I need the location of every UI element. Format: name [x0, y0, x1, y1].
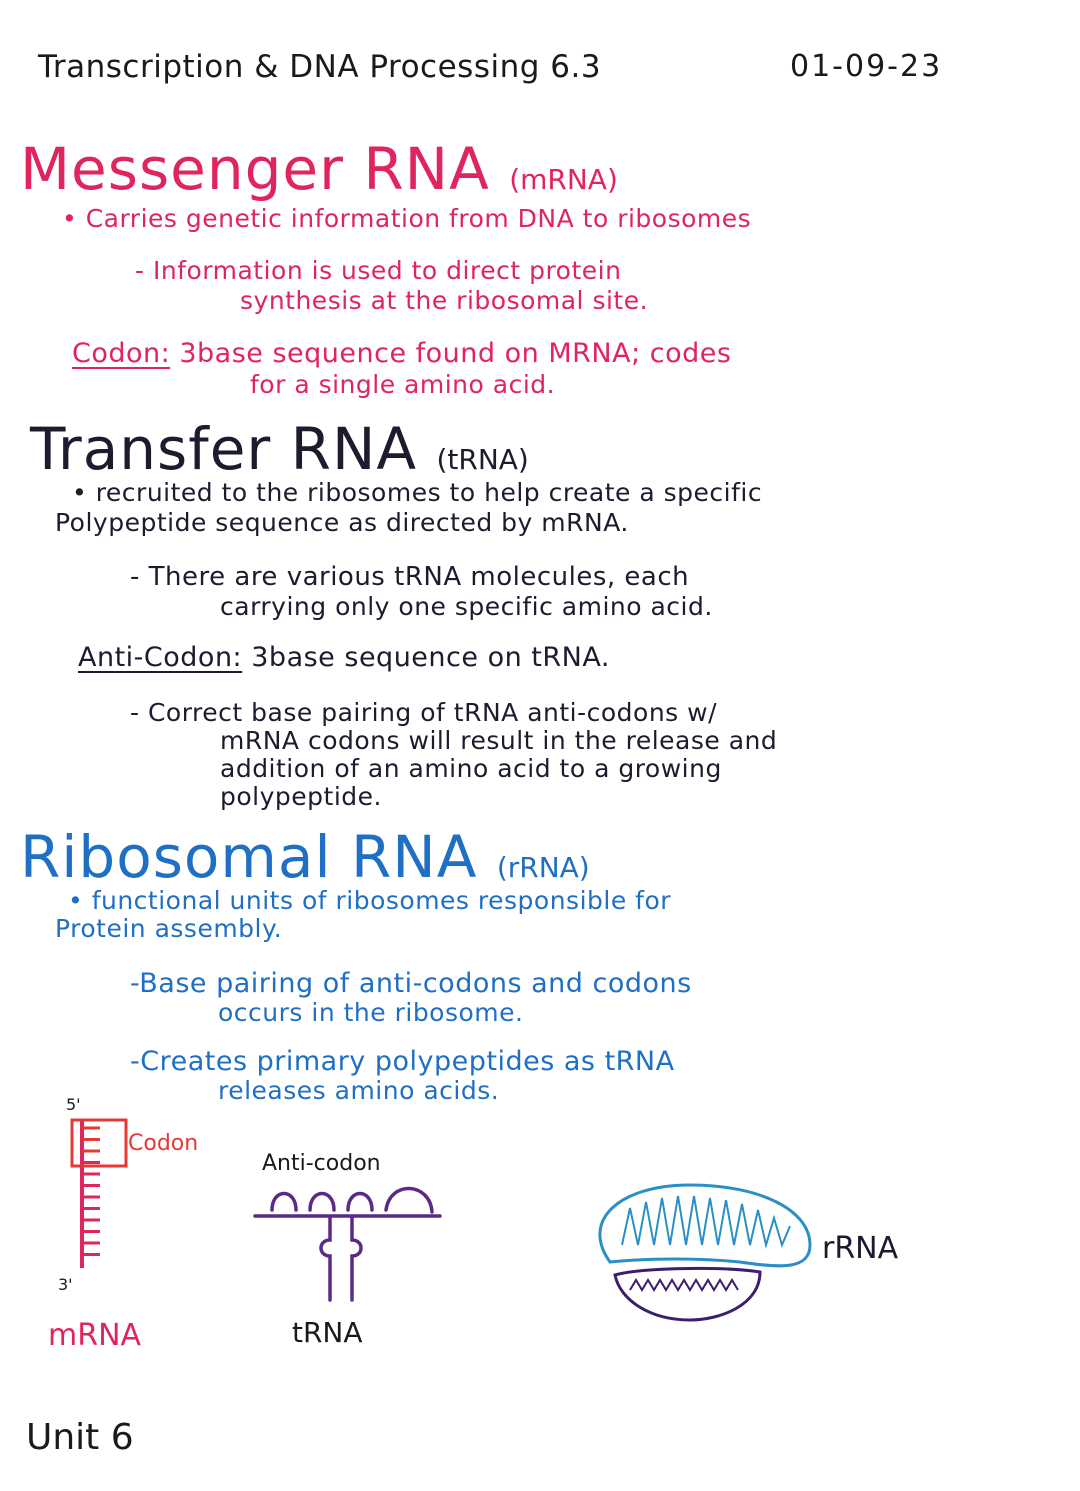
mrna-end-top: 5' [66, 1095, 81, 1114]
trna-diagram [255, 1151, 440, 1349]
trna-sub2-line2: mRNA codons will result in the release and [220, 726, 778, 755]
page-date: 01-09-23 [790, 49, 943, 84]
rrna-diagram [600, 1185, 899, 1320]
rrna-sub1-line2: occurs in the ribosome. [218, 998, 524, 1027]
mrna-heading-title: Messenger RNA [20, 135, 490, 203]
mrna-diagram [48, 1095, 198, 1353]
rrna-caption: rRNA [822, 1231, 899, 1266]
ribosome-inner [615, 1268, 760, 1320]
anticodon-term: Anti-Codon: [78, 642, 243, 673]
mrna-end-bottom: 3' [58, 1275, 73, 1294]
trna-caption: tRNA [292, 1316, 363, 1349]
trna-bullet-line2: Polypeptide sequence as directed by mRNA. [55, 508, 629, 537]
codon-def-line1: 3base sequence found on MRNA; codes [179, 338, 732, 369]
trna-sub2-line4: polypeptide. [220, 782, 382, 811]
mrna-heading-abbr: (mRNA) [509, 163, 618, 196]
trna-sub1-line1: - There are various tRNA molecules, each [130, 562, 690, 592]
rrna-bullet-line2: Protein assembly. [55, 914, 283, 943]
trna-bullet-line1: • recruited to the ribosomes to help create a specific [72, 478, 763, 507]
unit-label: Unit 6 [26, 1417, 134, 1458]
rrna-sub1-line1: -Base pairing of anti-codons and codons [130, 968, 692, 999]
mrna-bullet: • Carries genetic information from DNA to ribosomes [62, 204, 752, 233]
ribosome-inner-strand [630, 1280, 738, 1290]
rrna-heading-abbr: (rRNA) [496, 851, 590, 884]
codon-def-line2: for a single amino acid. [250, 370, 556, 399]
mrna-sub-line1: - Information is used to direct protein [135, 256, 622, 285]
trna-sub1-line2: carrying only one specific amino acid. [220, 592, 713, 621]
mrna-bases [82, 1128, 100, 1255]
trna-sub2-line1: - Correct base pairing of tRNA anti-codons w/ [130, 698, 718, 727]
rrna-sub2-line2: releases amino acids. [218, 1076, 500, 1105]
anticodon-def: 3base sequence on tRNA. [251, 642, 610, 673]
trna-heading-title: Transfer RNA [30, 415, 418, 483]
codon-label: Codon [128, 1131, 199, 1156]
rrna-sub2-line1: -Creates primary polypeptides as tRNA [130, 1046, 675, 1077]
mrna-caption: mRNA [48, 1318, 142, 1353]
rrna-bullet-line1: • functional units of ribosomes responsible for [68, 886, 672, 915]
page-title: Transcription & DNA Processing 6.3 [38, 49, 602, 85]
mrna-sub-line2: synthesis at the ribosomal site. [240, 286, 649, 315]
codon-term: Codon: [72, 338, 171, 369]
rrna-heading-title: Ribosomal RNA [20, 823, 478, 891]
trna-sub2-line3: addition of an amino acid to a growing [220, 754, 722, 783]
ribosome-outer-strand [622, 1196, 790, 1245]
trna-heading-abbr: (tRNA) [436, 443, 529, 476]
trna-shape [255, 1188, 440, 1300]
anticodon-label: Anti-codon [262, 1151, 381, 1176]
